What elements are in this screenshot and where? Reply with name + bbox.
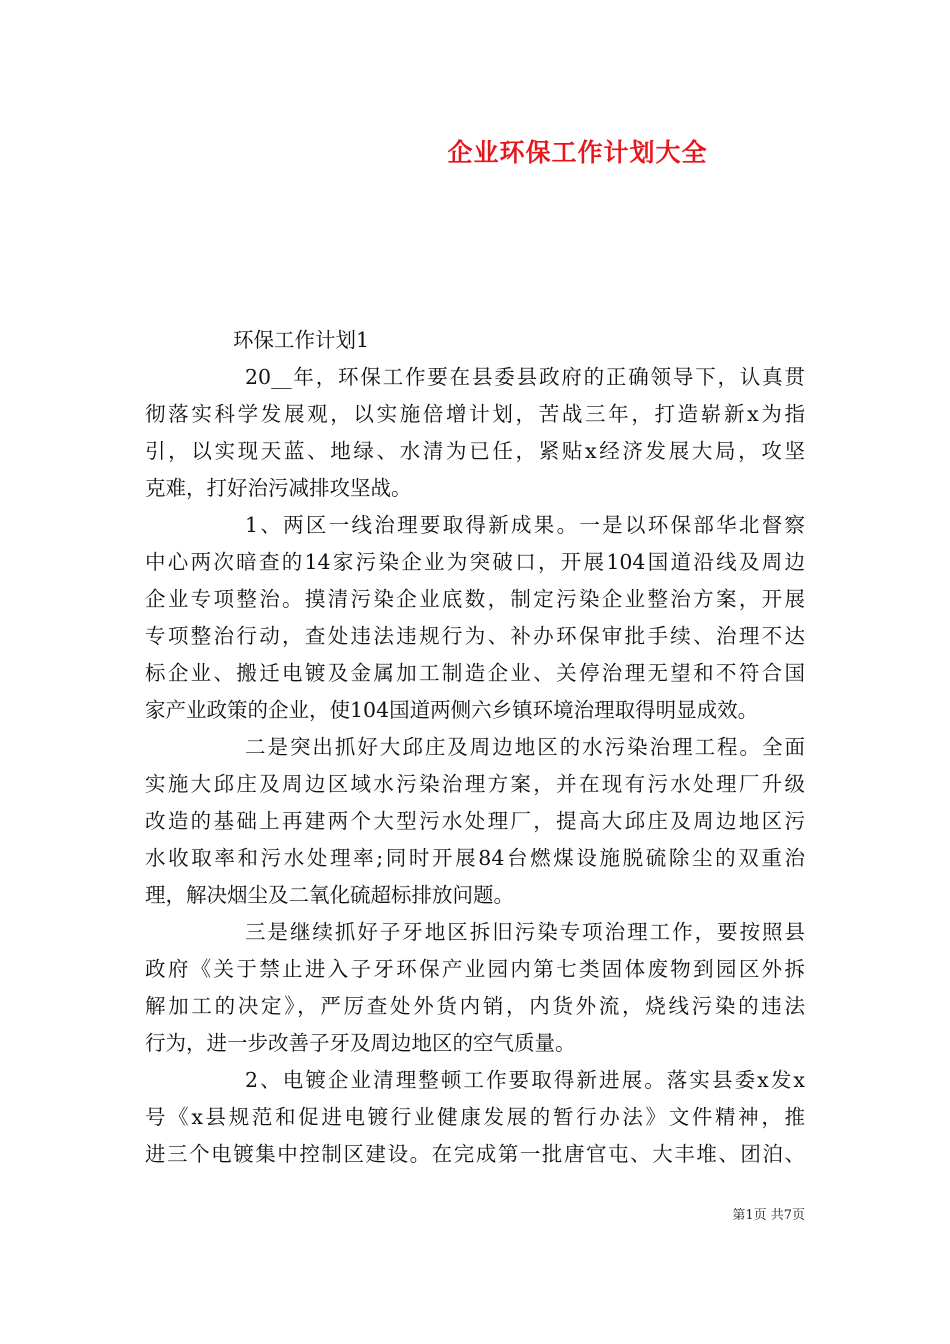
page-footer: 第1页 共7页 [732,1208,805,1223]
text-line: 企业专项整治。摸清污染企业底数，制定污染企业整治方案，开展 [145,587,805,611]
text-line: 进三个电镀集中控制区建设。在完成第一批唐官屯、大丰堆、团泊、 [145,1142,805,1166]
text-line: 中心两次暗查的14家污染企业为突破口，开展104国道沿线及周边 [145,550,805,574]
text-line: 解加工的决定》，严厉查处外货内销，内货外流，烧线污染的违法 [145,994,805,1018]
text-line: 克难，打好治污减排攻坚战。 [145,476,412,500]
paragraph [145,1062,805,1173]
text-line: 家产业政策的企业，使104国道两侧六乡镇环境治理取得明显成效。 [145,698,759,722]
paragraph [145,729,805,914]
paragraph [145,914,805,1062]
paragraph [145,507,805,729]
text-line: 引，以实现天蓝、地绿、水清为已任，紧贴x经济发展大局，攻坚 [145,439,805,463]
text-line: 理，解决烟尘及二氧化硫超标排放问题。 [145,883,514,907]
text-line: 三是继续抓好子牙地区拆旧污染专项治理工作，要按照县 [245,920,805,944]
text-line: 行为，进一步改善子牙及周边地区的空气质量。 [145,1031,576,1055]
document-body [145,322,805,1173]
text-line: 彻落实科学发展观，以实施倍增计划，苦战三年，打造崭新x为指 [145,402,805,426]
text-line: 20__年，环保工作要在县委县政府的正确领导下，认真贯 [245,365,805,389]
section-heading: 环保工作计划1 [233,328,370,352]
text-line: 水收取率和污水处理率;同时开展84台燃煤设施脱硫除尘的双重治 [145,846,805,870]
text-line: 政府《关于禁止进入子牙环保产业园内第七类固体废物到园区外拆 [145,957,805,981]
document-title: 企业环保工作计划大全 [447,138,708,167]
text-line: 2、电镀企业清理整顿工作要取得新进展。落实县委x发x [245,1068,805,1092]
text-line: 标企业、搬迁电镀及金属加工制造企业、关停治理无望和不符合国 [145,661,805,685]
text-line: 专项整治行动，查处违法违规行为、补办环保审批手续、治理不达 [145,624,805,648]
text-line: 改造的基础上再建两个大型污水处理厂，提高大邱庄及周边地区污 [145,809,805,833]
text-line: 号《x县规范和促进电镀行业健康发展的暂行办法》文件精神，推 [145,1105,805,1129]
text-line: 1、两区一线治理要取得新成果。一是以环保部华北督察 [245,513,805,537]
text-line: 实施大邱庄及周边区域水污染治理方案，并在现有污水处理厂升级 [145,772,805,796]
paragraph [145,359,805,507]
text-line: 二是突出抓好大邱庄及周边地区的水污染治理工程。全面 [245,735,805,759]
